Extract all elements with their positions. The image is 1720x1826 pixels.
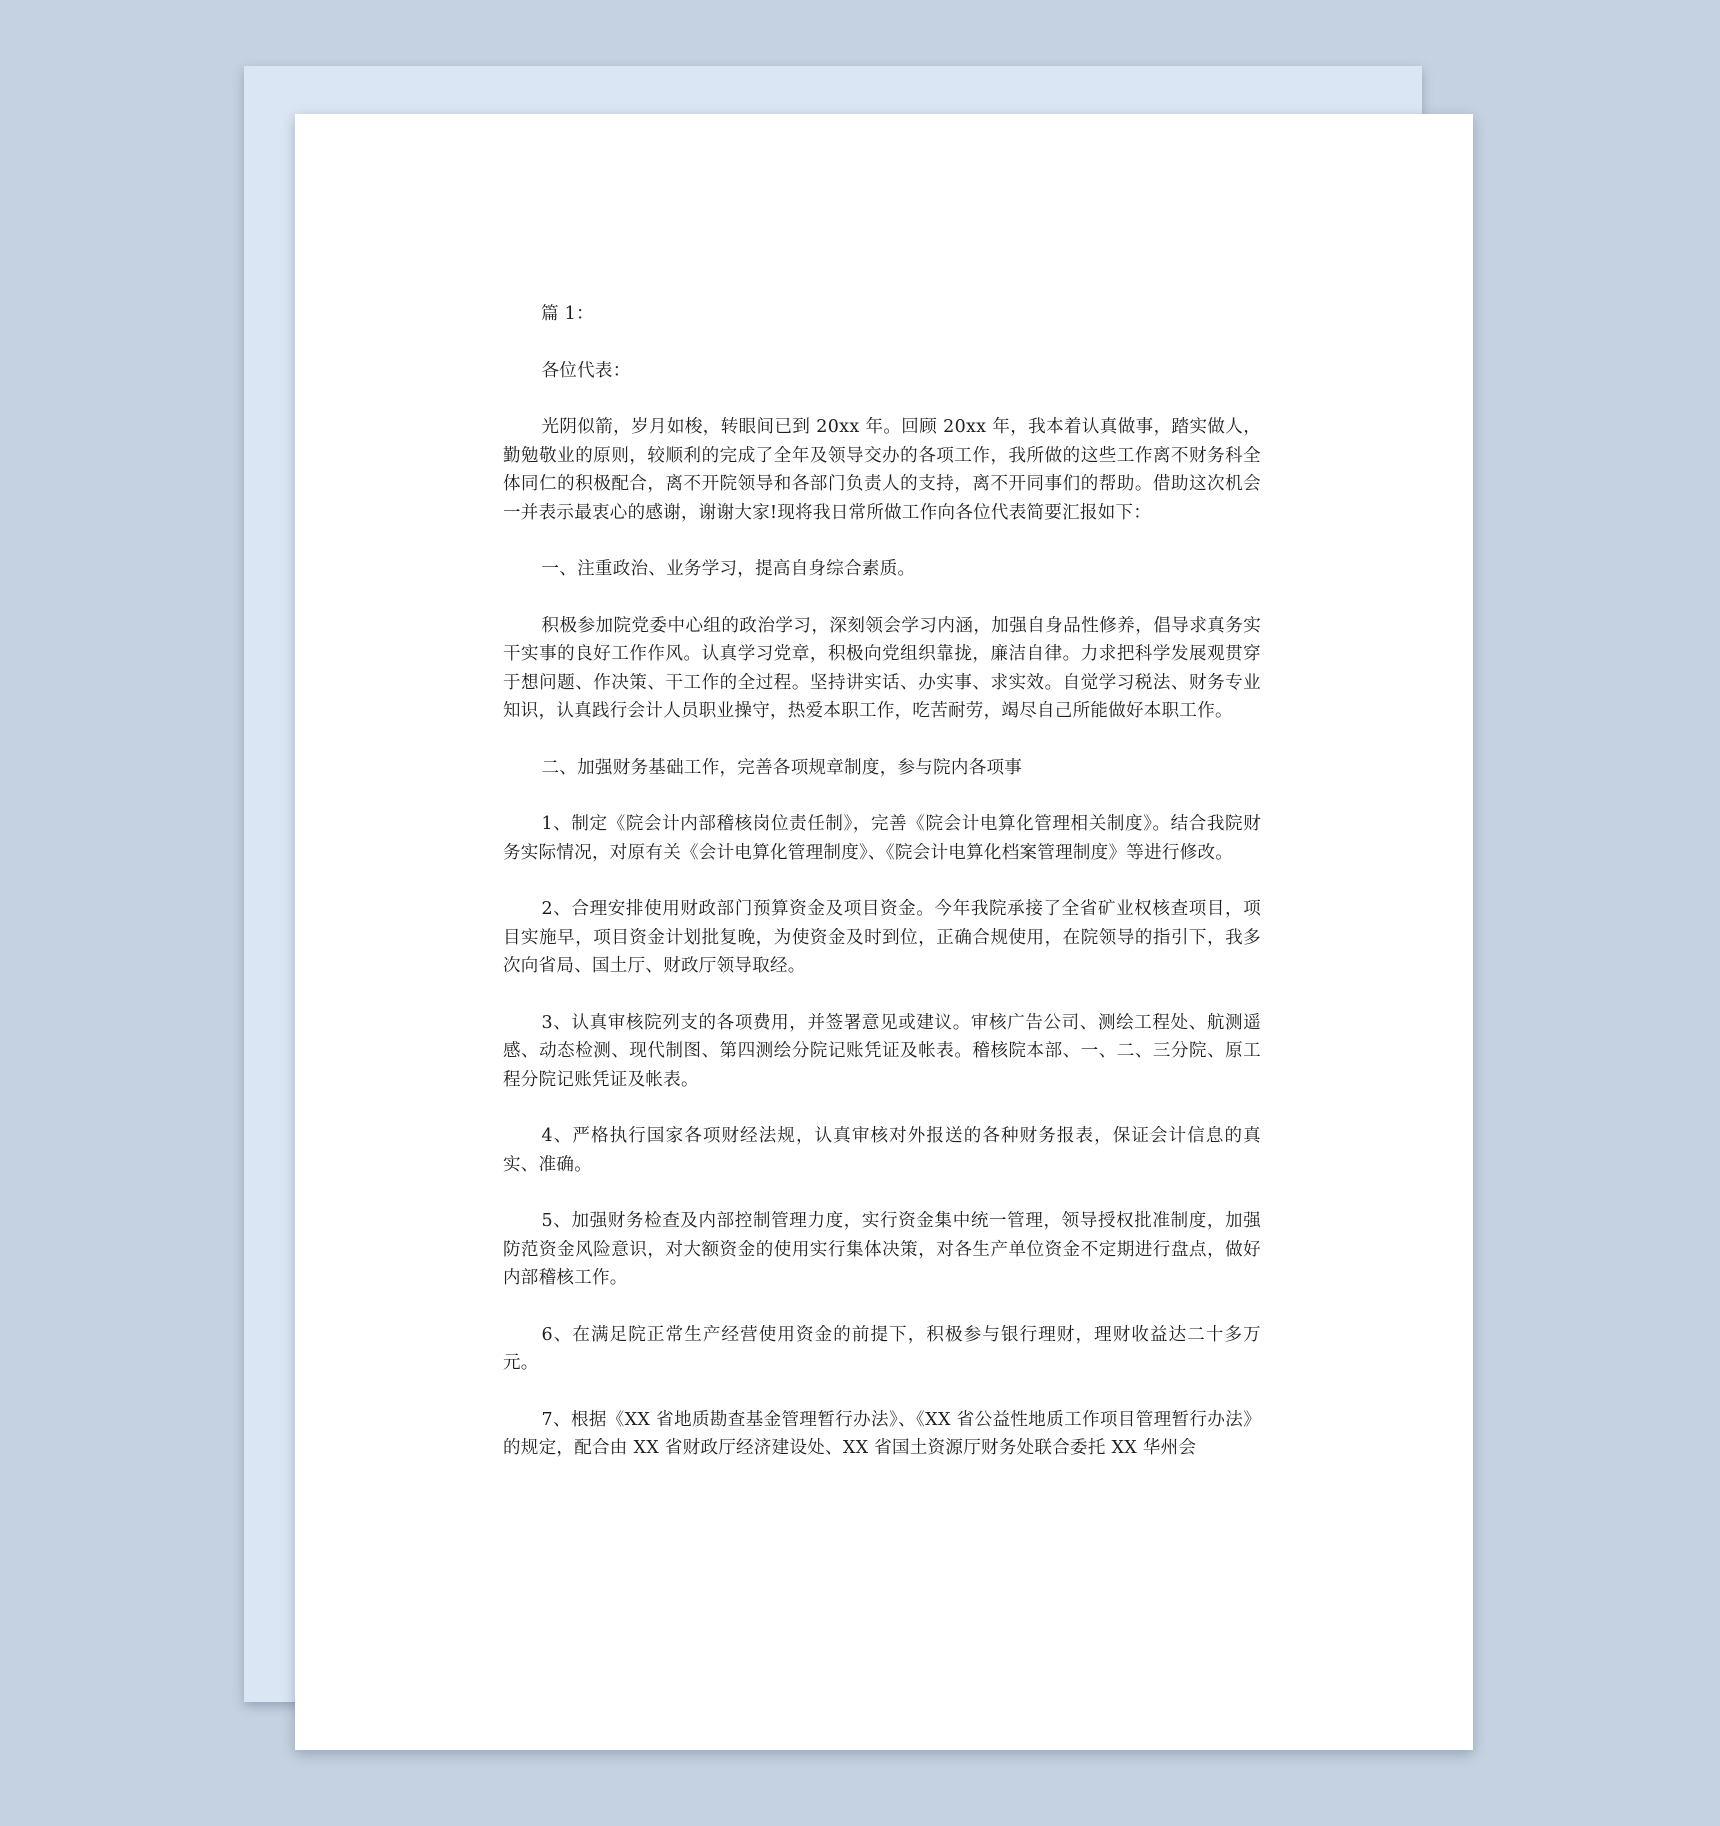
- list-item-3: 3、认真审核院列支的各项费用，并签署意见或建议。审核广告公司、测绘工程处、航测遥感、动态检测、现代制图、第四测绘分院记账凭证及帐表。稽核院本部、一、二、三分院、原工程分院记账凭证及帐表。: [503, 1012, 1261, 1090]
- document-title: 篇 1：: [541, 304, 594, 324]
- document-page: [295, 114, 1473, 1750]
- list-item-4: 4、严格执行国家各项财经法规，认真审核对外报送的各种财务报表，保证会计信息的真实、准确。: [503, 1126, 1261, 1175]
- list-item-6: 6、在满足院正常生产经营使用资金的前提下，积极参与银行理财，理财收益达二十多万元。: [503, 1324, 1261, 1373]
- list-item-5: 5、加强财务检查及内部控制管理力度，实行资金集中统一管理，领导授权批准制度，加强防范资金风险意识，对大额资金的使用实行集体决策，对各生产单位资金不定期进行盘点，做好内部稽核工作。: [503, 1211, 1261, 1288]
- paragraph-study: 积极参加院党委中心组的政治学习，深刻领会学习内涵，加强自身品性修养，倡导求真务实干实事的良好工作作风。认真学习党章，积极向党组织靠拢，廉洁自律。力求把科学发展观贯穿于想问题、作决策、干工作的全过程。坚持讲实话、办实事、求实效。自觉学习税法、财务专业知识，认真践行会计人员职业操守，热爱本职工作，吃苦耐劳，竭尽自己所能做好本职工作。: [503, 615, 1261, 721]
- section-heading-2: 二、加强财务基础工作，完善各项规章制度，参与院内各项事: [541, 757, 1023, 778]
- section-heading-1: 一、注重政治、业务学习，提高自身综合素质。: [541, 559, 916, 579]
- document-body: [503, 300, 1261, 1463]
- list-item-2: 2、合理安排使用财政部门预算资金及项目资金。今年我院承接了全省矿业权核查项目，项目实施早，项目资金计划批复晚，为使资金及时到位，正确合规使用，在院领导的指引下，我多次向省局、国土厅、财政厅领导取经。: [503, 899, 1261, 976]
- list-item-1: 1、制定《院会计内部稽核岗位责任制》，完善《院会计电算化管理相关制度》。结合我院财务实际情况，对原有关《会计电算化管理制度》、《院会计电算化档案管理制度》等进行修改。: [503, 814, 1261, 863]
- paragraph-intro: 光阴似箭，岁月如梭，转眼间已到 20xx 年。回顾 20xx 年，我本着认真做事，踏实做人，勤勉敬业的原则，较顺利的完成了全年及领导交办的各项工作，我所做的这些工作离不财务科全体同仁的积极配合，离不开院领导和各部门负责人的支持，离不开同事们的帮助。借助这次机会一并表示最衷心的感谢，谢谢大家!现将我日常所做工作向各位代表简要汇报如下：: [503, 417, 1261, 523]
- greeting: 各位代表：: [541, 360, 631, 381]
- list-item-7: 7、根据《XX 省地质勘查基金管理暂行办法》、《XX 省公益性地质工作项目管理暂行办法》的规定，配合由 XX 省财政厅经济建设处、XX 省国土资源厅财务处联合委托 XX 华州会: [503, 1409, 1261, 1458]
